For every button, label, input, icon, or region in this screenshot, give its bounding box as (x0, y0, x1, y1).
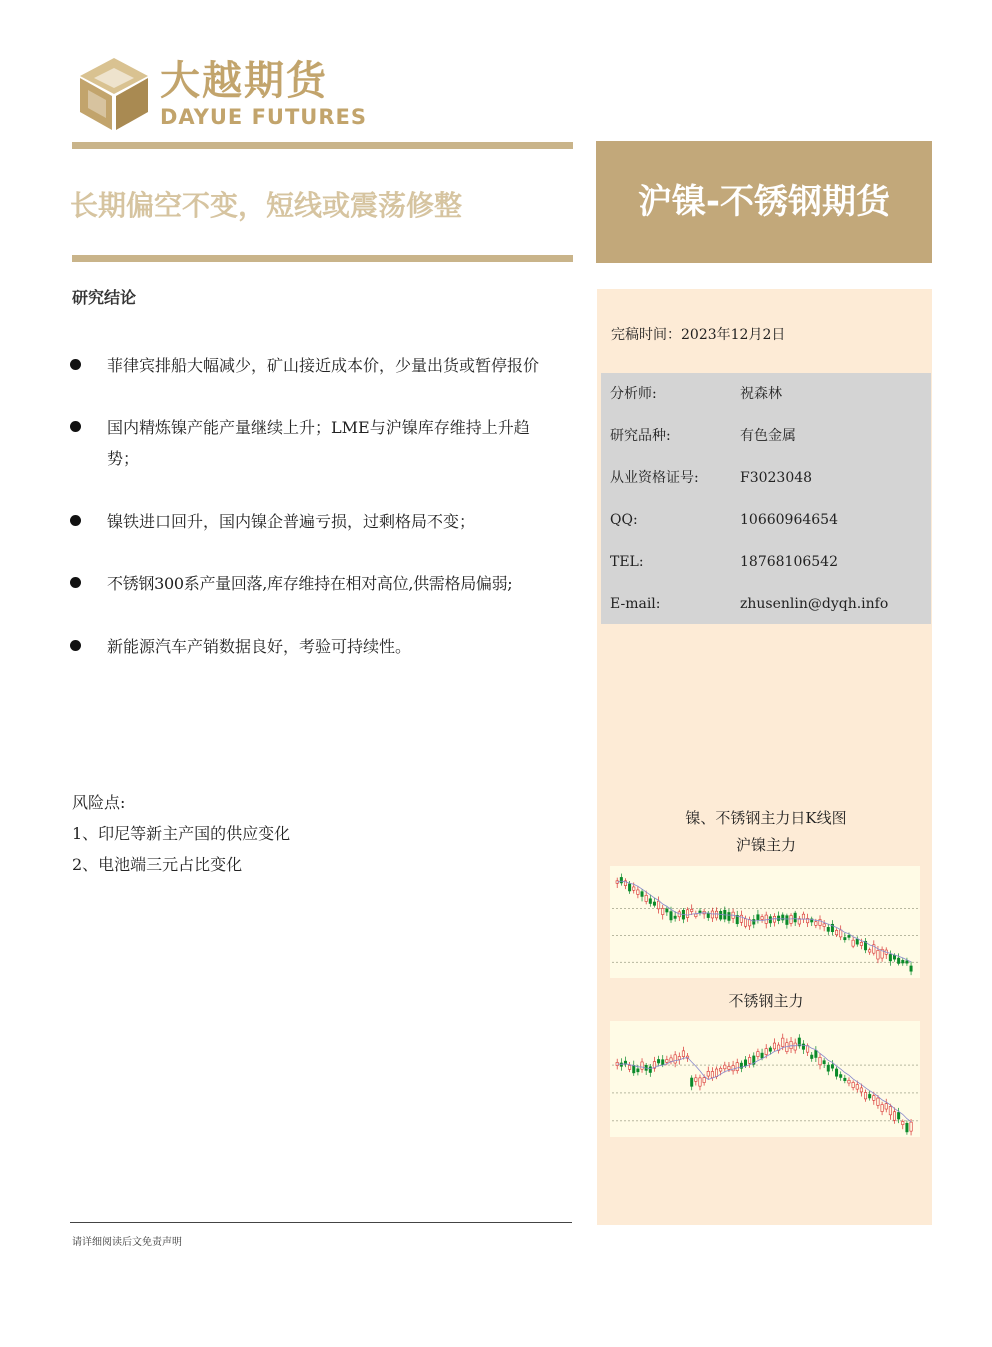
nickel-kline-image (610, 866, 920, 978)
title-rule-top (72, 142, 573, 149)
info-label: 从业资格证号: (610, 470, 699, 486)
info-label: QQ: (610, 512, 638, 528)
candle-body (848, 935, 850, 937)
bullet-item (70, 631, 575, 662)
candle-body (881, 1105, 883, 1112)
info-label: 研究品种: (610, 428, 671, 444)
candle-body (740, 915, 742, 922)
candle-body (691, 1078, 693, 1086)
candle-body (744, 1060, 746, 1066)
candle-body (641, 1062, 643, 1069)
candle-body (736, 1063, 738, 1071)
bullet-text: 新能源汽车产销数据良好，考验可持续性。 (107, 637, 412, 656)
logo-name-en: DAYUE FUTURES (160, 105, 368, 129)
info-value: 有色金属 (740, 428, 796, 444)
info-row-tel (610, 552, 838, 572)
candle-body (657, 1059, 659, 1063)
candle-body (902, 960, 904, 963)
candle-body (873, 1096, 875, 1101)
bullet-item (70, 412, 575, 474)
candle-body (840, 930, 842, 937)
logo-icon (78, 56, 150, 132)
moving-average-line (617, 1045, 911, 1122)
bullet-dot-icon (70, 421, 81, 432)
candle-body (823, 1061, 825, 1064)
candle-body (856, 939, 858, 944)
candle-body (856, 1085, 858, 1090)
stainless-chart-title: 不锈钢主力 (728, 992, 804, 1010)
info-value: 18768106542 (740, 554, 838, 570)
footer-disclaimer: 请详细阅读后文免责声明 (72, 1237, 182, 1248)
candle-body (897, 1112, 899, 1119)
candle-body (682, 1051, 684, 1057)
risk-heading: 风险点: (72, 793, 126, 812)
candle-body (637, 890, 639, 894)
bullet-text: 不锈钢300系产量回落,库存维持在相对高位,供需格局偏弱; (107, 574, 513, 593)
candle-body (757, 915, 759, 920)
candle-body (790, 915, 792, 923)
candle-body (860, 1088, 862, 1092)
candle-body (633, 1065, 635, 1073)
candle-body (893, 1112, 895, 1121)
candle-body (645, 895, 647, 901)
bullet-item (70, 568, 575, 599)
candle-body (773, 916, 775, 922)
candle-body (637, 1069, 639, 1072)
candle-body (695, 914, 697, 917)
candle-body (662, 1060, 664, 1065)
stainless-kline-image (610, 1021, 920, 1137)
candle-body (877, 1098, 879, 1105)
candle-body (732, 1066, 734, 1071)
candle-body (773, 1043, 775, 1049)
candle-body (835, 1069, 837, 1076)
candle-body (695, 1078, 697, 1082)
candle-body (686, 910, 688, 918)
candle-body (719, 911, 721, 919)
candle-body (852, 1082, 854, 1087)
info-value: zhusenlin@dyqh.info (740, 596, 889, 612)
risk-item: 1、印尼等新主产国的供应变化 (72, 824, 291, 843)
candle-body (831, 1065, 833, 1069)
candle-body (902, 1121, 904, 1124)
candle-body (790, 1041, 792, 1048)
bullet-text: 镍铁进口回升，国内镍企普遍亏损，过剩格局不变； (107, 512, 476, 531)
candle-body (753, 919, 755, 924)
candle-body (670, 1058, 672, 1062)
candle-body (844, 937, 846, 939)
bullet-text-continued: 势； (107, 449, 140, 468)
candle-body (728, 912, 730, 920)
candle-body (707, 913, 709, 917)
candle-body (906, 1123, 908, 1132)
candle-body (724, 1065, 726, 1069)
candle-body (823, 924, 825, 927)
candle-body (906, 961, 908, 963)
bullet-item (70, 350, 575, 381)
candle-body (761, 1053, 763, 1058)
candle-body (786, 916, 788, 925)
candle-body (782, 1038, 784, 1046)
info-row-license (610, 468, 812, 488)
candle-body (794, 1043, 796, 1050)
bullet-dot-icon (70, 359, 81, 370)
bullet-dot-icon (70, 577, 81, 588)
candle-body (864, 1092, 866, 1098)
candle-body (893, 955, 895, 959)
candle-body (765, 1049, 767, 1055)
candle-body (748, 920, 750, 926)
candle-body (628, 884, 630, 891)
candle-body (641, 892, 643, 897)
candle-body (769, 1048, 771, 1051)
candle-body (844, 1078, 846, 1080)
risk-item: 2、电池端三元占比变化 (72, 855, 243, 874)
candle-body (653, 902, 655, 905)
candle-body (715, 1069, 717, 1077)
candle-body (819, 1057, 821, 1064)
bullet-text: 菲律宾排船大幅减少，矿山接近成本价，少量出货或暂停报价 (107, 356, 540, 375)
candle-body (848, 1080, 850, 1083)
bullet-dot-icon (70, 515, 81, 526)
info-value: F3023048 (740, 470, 813, 486)
candle-body (802, 1044, 804, 1049)
bullet-dot-icon (70, 640, 81, 651)
info-value: 祝森林 (740, 386, 782, 402)
candle-body (811, 1055, 813, 1058)
candle-body (657, 901, 659, 909)
candle-body (877, 950, 879, 959)
candle-body (728, 1066, 730, 1069)
candle-body (827, 1065, 829, 1071)
candle-body (840, 1075, 842, 1078)
candle-body (910, 1122, 912, 1131)
info-value: 10660964654 (740, 512, 838, 528)
candle-body (649, 1067, 651, 1073)
candle-body (910, 966, 912, 971)
candle-body (868, 950, 870, 952)
candle-body (835, 930, 837, 934)
info-label: E-mail: (610, 596, 661, 612)
logo-name-cn: 大越期货 (160, 58, 328, 104)
candle-body (649, 899, 651, 904)
info-row-analyst (610, 384, 782, 404)
report-title: 长期偏空不变，短线或震荡修整 (70, 189, 463, 222)
candle-body (765, 915, 767, 923)
candle-body (815, 922, 817, 926)
section-heading: 研究结论 (72, 288, 137, 307)
candle-body (699, 1078, 701, 1086)
candle-body (748, 1057, 750, 1063)
info-label: TEL: (610, 554, 644, 570)
nickel-kline-chart (610, 866, 920, 978)
candle-body (711, 911, 713, 918)
candle-body (889, 954, 891, 960)
candle-body (620, 877, 622, 883)
candle-body (703, 1078, 705, 1083)
analyst-info-box (601, 373, 931, 624)
chart-caption: 镍、不锈钢主力日K线图 (685, 809, 847, 827)
candle-body (666, 909, 668, 912)
side-title: 沪镍-不锈钢期货 (637, 182, 891, 222)
bullet-item (70, 506, 575, 537)
candle-body (633, 887, 635, 890)
candle-body (715, 911, 717, 918)
candle-body (868, 1094, 870, 1098)
info-row-email (610, 594, 888, 614)
candle-body (674, 1055, 676, 1063)
candle-body (769, 917, 771, 923)
candle-body (674, 916, 676, 918)
candle-body (628, 1065, 630, 1069)
candle-body (707, 1071, 709, 1076)
footer-rule (70, 1222, 572, 1223)
completion-date: 完稿时间：2023年12月2日 (611, 327, 786, 343)
candle-body (852, 940, 854, 946)
candle-body (761, 917, 763, 920)
candle-body (670, 912, 672, 920)
stainless-kline-chart (610, 1021, 920, 1137)
candle-body (860, 942, 862, 945)
candle-body (889, 1106, 891, 1114)
candle-body (885, 1104, 887, 1109)
candle-body (815, 1050, 817, 1057)
candle-body (719, 1068, 721, 1071)
info-row-category (610, 426, 796, 446)
bullet-text: 国内精炼镍产能产量继续上升；LME与沪镍库存维持上升趋 (107, 418, 530, 437)
candle-body (711, 1071, 713, 1077)
candle-body (897, 958, 899, 963)
candle-body (777, 916, 779, 921)
candle-body (666, 1060, 668, 1063)
candle-body (802, 914, 804, 919)
title-rule-bottom (72, 255, 573, 262)
side-banner (596, 141, 932, 263)
nickel-chart-title: 沪镍主力 (735, 836, 796, 854)
info-row-qq (610, 510, 838, 530)
candle-body (794, 913, 796, 922)
candle-body (691, 909, 693, 911)
candle-body (757, 1052, 759, 1057)
candle-body (827, 927, 829, 931)
info-label: 分析师: (610, 386, 657, 402)
candle-body (678, 1056, 680, 1059)
candle-body (744, 919, 746, 926)
candle-body (662, 908, 664, 914)
